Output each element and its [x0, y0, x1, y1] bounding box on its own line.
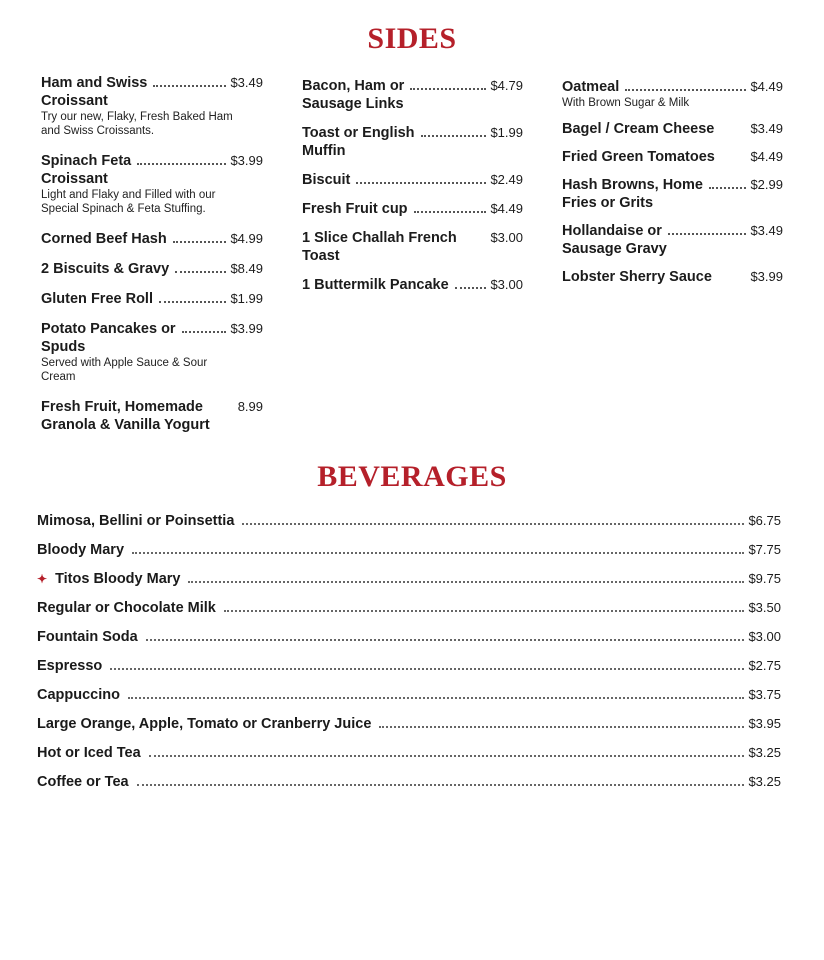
item-price: $2.75	[748, 658, 781, 673]
beverage-row	[37, 513, 781, 529]
beverage-row	[37, 629, 781, 645]
item-price: $3.00	[748, 629, 781, 644]
item-name: Lobster Sherry Sauce	[562, 269, 712, 285]
item-price: $3.50	[748, 600, 781, 615]
item-name: Hot or Iced Tea	[37, 745, 141, 761]
item-price: $3.00	[490, 230, 523, 245]
item-price: $3.25	[748, 774, 781, 789]
item-price: $3.49	[750, 223, 783, 238]
item-price: $3.49	[750, 121, 783, 136]
item-name: Corned Beef Hash	[41, 231, 167, 247]
menu-item	[562, 120, 783, 138]
item-price: $2.49	[490, 172, 523, 187]
beverage-row	[37, 571, 781, 587]
item-name: Biscuit	[302, 172, 351, 188]
item-price: $1.99	[230, 291, 263, 306]
menu-item	[302, 276, 523, 294]
item-price: $4.49	[750, 149, 783, 164]
item-description: Try our new, Flaky, Fresh Baked Ham and Swiss Croissants.	[41, 111, 233, 137]
item-name: Ham and Swiss	[41, 75, 148, 91]
item-name: 2 Biscuits & Gravy	[41, 261, 170, 277]
item-name: Bacon, Ham or	[302, 78, 405, 94]
item-price: $3.75	[748, 687, 781, 702]
sides-column-1	[41, 74, 263, 442]
item-name: Gluten Free Roll	[41, 291, 153, 307]
item-name: Titos Bloody Mary	[55, 571, 181, 587]
item-name: Spinach Feta	[41, 153, 132, 169]
item-price: $3.99	[230, 321, 263, 336]
beverage-row	[37, 600, 781, 616]
beverage-row	[37, 745, 781, 761]
menu-item	[302, 229, 523, 265]
item-name-cont: Fries or Grits	[562, 195, 654, 211]
item-price: $4.99	[230, 231, 263, 246]
menu-item	[41, 152, 263, 216]
beverage-row	[37, 542, 781, 558]
beverage-row	[37, 687, 781, 703]
menu-item	[302, 77, 523, 113]
star-icon: ✦	[37, 572, 48, 586]
item-name-cont: Croissant	[41, 171, 108, 187]
beverage-row	[37, 658, 781, 674]
item-price: $8.49	[230, 261, 263, 276]
item-name: 1 Slice Challah French	[302, 230, 457, 246]
item-description: With Brown Sugar & Milk	[562, 97, 690, 109]
item-price: $1.99	[490, 125, 523, 140]
item-name: Espresso	[37, 658, 103, 674]
item-price: $4.49	[490, 201, 523, 216]
item-name: Bagel / Cream Cheese	[562, 121, 715, 137]
item-name: Fried Green Tomatoes	[562, 149, 715, 165]
item-description: Served with Apple Sauce & Sour Cream	[41, 357, 208, 383]
menu-item	[41, 74, 263, 138]
item-name-cont: Toast	[302, 248, 340, 264]
item-price: $4.79	[490, 78, 523, 93]
item-price: $3.99	[750, 269, 783, 284]
menu-item	[562, 268, 783, 286]
item-name: Large Orange, Apple, Tomato or Cranberry Juice	[37, 716, 372, 732]
menu-item	[41, 320, 263, 384]
item-name: Oatmeal	[562, 79, 620, 95]
item-name: Hash Browns, Home	[562, 177, 703, 193]
item-price: $3.49	[230, 75, 263, 90]
menu-item	[562, 148, 783, 166]
item-name: Toast or English	[302, 125, 415, 141]
menu-item	[41, 230, 263, 248]
menu-item	[562, 222, 783, 258]
sides-title: SIDES	[367, 22, 457, 55]
item-name-cont: Granola & Vanilla Yogurt	[41, 417, 210, 433]
item-name: Coffee or Tea	[37, 774, 129, 790]
item-price: $4.49	[750, 79, 783, 94]
beverages-title: BEVERAGES	[317, 460, 507, 493]
menu-item	[562, 78, 783, 110]
menu-item	[302, 171, 523, 189]
menu-item	[302, 124, 523, 160]
menu-item	[41, 398, 263, 434]
item-price: $3.95	[748, 716, 781, 731]
item-price: $3.00	[490, 277, 523, 292]
item-name: 1 Buttermilk Pancake	[302, 277, 449, 293]
item-name: Regular or Chocolate Milk	[37, 600, 216, 616]
item-name: Potato Pancakes or	[41, 321, 176, 337]
menu-item	[302, 200, 523, 218]
item-price: $3.99	[230, 153, 263, 168]
item-price: $7.75	[748, 542, 781, 557]
item-price: $9.75	[748, 571, 781, 586]
beverage-row	[37, 774, 781, 790]
item-name: Bloody Mary	[37, 542, 125, 558]
menu-item	[562, 176, 783, 212]
item-name-cont: Sausage Gravy	[562, 241, 667, 257]
sides-column-3	[562, 78, 783, 294]
item-name: Fresh Fruit, Homemade	[41, 399, 203, 415]
item-description: Light and Flaky and Filled with our Special Spinach & Feta Stuffing.	[41, 189, 216, 215]
item-price: $3.25	[748, 745, 781, 760]
menu-item	[41, 290, 263, 308]
item-name: Hollandaise or	[562, 223, 662, 239]
menu-item	[41, 260, 263, 278]
item-name-cont: Sausage Links	[302, 96, 404, 112]
item-name-cont: Spuds	[41, 339, 86, 355]
item-price: $6.75	[748, 513, 781, 528]
item-price: $2.99	[750, 177, 783, 192]
item-name: Fountain Soda	[37, 629, 138, 645]
item-name-cont: Muffin	[302, 143, 346, 159]
item-name: Cappuccino	[37, 687, 120, 703]
item-price: 8.99	[237, 399, 263, 414]
item-name-cont: Croissant	[41, 93, 108, 109]
item-name: Fresh Fruit cup	[302, 201, 408, 217]
item-name: Mimosa, Bellini or Poinsettia	[37, 513, 235, 529]
sides-column-2	[302, 77, 523, 302]
beverage-row	[37, 716, 781, 732]
